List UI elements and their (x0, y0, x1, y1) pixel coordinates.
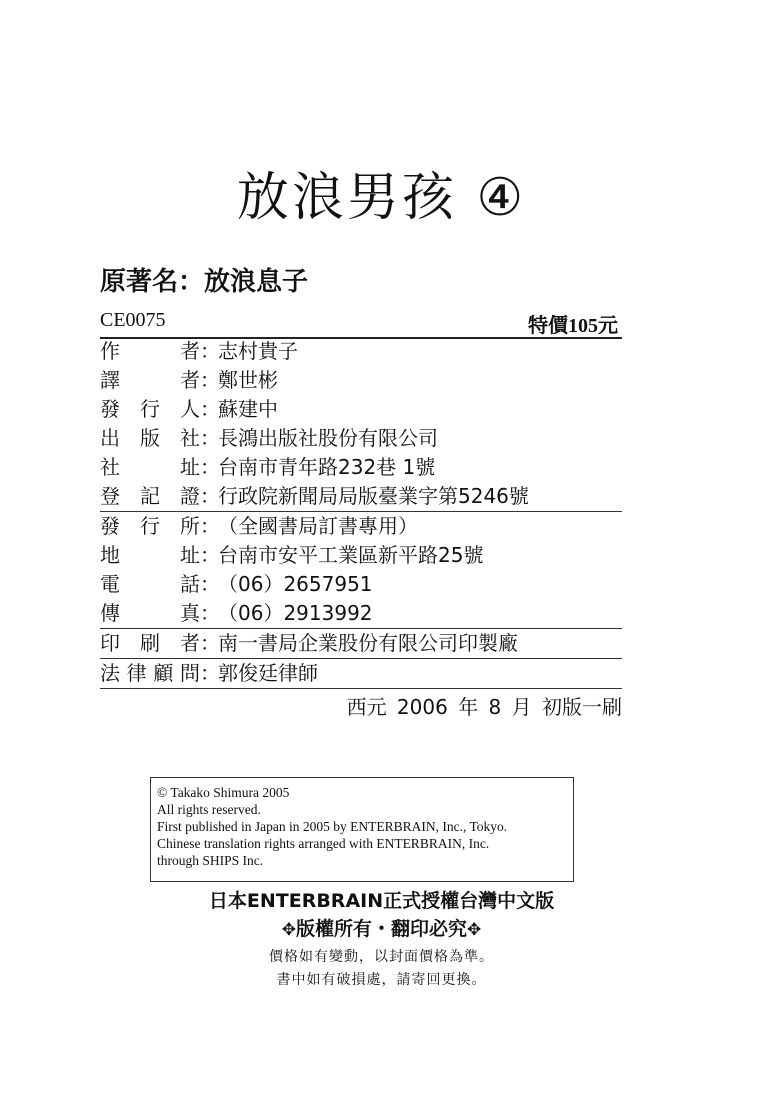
credit-colon: ： (200, 339, 220, 363)
ornament-icon: ✥ (281, 920, 296, 940)
copyright-line: Chinese translation rights arranged with ENTERBRAIN, Inc. (157, 836, 490, 851)
credit-row-publisher-person (100, 395, 622, 424)
credit-row-address (100, 541, 622, 570)
credit-label: 發行所 (100, 514, 200, 538)
copyright-line: All rights reserved. (157, 802, 261, 817)
credit-value: 郭俊廷律師 (218, 661, 318, 685)
price: 特價105元 (528, 315, 618, 337)
code-price-row (100, 307, 622, 339)
authorization-line: 日本ENTERBRAIN正式授權台灣中文版 (208, 890, 555, 912)
credit-row-author (100, 337, 622, 366)
credit-label: 法律顧問 (100, 661, 200, 685)
product-code: CE0075 (100, 309, 166, 331)
credit-label: 地址 (100, 543, 200, 567)
credit-label: 出版社 (100, 426, 200, 450)
credit-value: 南一書局企業股份有限公司印製廠 (218, 631, 518, 655)
credit-value: 行政院新聞局局版臺業字第5246號 (218, 484, 529, 508)
credit-value: 台南市安平工業區新平路25號 (218, 543, 484, 567)
credit-value: 蘇建中 (218, 397, 278, 421)
credit-colon: ： (200, 601, 220, 625)
credit-colon: ： (200, 631, 220, 655)
credit-value: （06）2913992 (218, 601, 373, 625)
credit-label: 作者 (100, 339, 200, 363)
damage-notice: 書中如有破損處，請寄回更換。 (276, 972, 487, 988)
credit-value: （06）2657951 (218, 572, 373, 596)
ornament-icon: ✥ (467, 920, 482, 940)
credit-label: 登記證 (100, 484, 200, 508)
credit-row-office-address (100, 453, 622, 482)
copyright-line: © Takako Shimura 2005 (157, 785, 290, 800)
credit-value: 長鴻出版社股份有限公司 (218, 426, 438, 450)
credit-row-distributor (100, 512, 622, 541)
credit-row-translator (100, 366, 622, 395)
credit-row-publisher (100, 424, 622, 453)
credits-list (100, 337, 622, 689)
credit-colon: ： (200, 514, 220, 538)
credit-value: 鄭世彬 (218, 368, 278, 392)
credit-row-fax (100, 599, 622, 629)
credit-colon: ： (200, 572, 220, 596)
credit-label: 發行人 (100, 397, 200, 421)
credit-value: （全國書局訂書專用） (218, 514, 418, 538)
credit-row-phone (100, 570, 622, 599)
credit-row-printer (100, 629, 622, 659)
rights-reserved: 版權所有・翻印必究 (295, 918, 467, 940)
credit-label: 譯者 (100, 368, 200, 392)
original-title: 原著名：放浪息子 (100, 267, 309, 297)
credit-row-legal (100, 659, 622, 689)
price-notice: 價格如有變動，以封面價格為準。 (269, 949, 494, 965)
book-title: 放浪男孩 ④ (236, 168, 527, 228)
credit-value: 志村貴子 (218, 339, 298, 363)
credit-label: 電話 (100, 572, 200, 596)
credit-label: 印刷者 (100, 631, 200, 655)
credit-row-registration (100, 482, 622, 512)
edition-date: 西元 2006 年 8 月 初版一刷 (346, 695, 622, 719)
credit-label: 傳真 (100, 601, 200, 625)
copyright-box (150, 777, 574, 882)
credit-label: 社址 (100, 455, 200, 479)
credit-colon: ： (200, 368, 220, 392)
copyright-line: through SHIPS Inc. (157, 853, 264, 868)
credit-colon: ： (200, 484, 220, 508)
credit-colon: ： (200, 455, 220, 479)
credit-colon: ： (200, 397, 220, 421)
copyright-line: First published in Japan in 2005 by ENTERBRAIN, Inc., Tokyo. (157, 819, 508, 834)
credit-colon: ： (200, 543, 220, 567)
credit-colon: ： (200, 426, 220, 450)
credit-value: 台南市青年路232巷 1號 (218, 455, 436, 479)
rights-line (0, 916, 763, 943)
credit-colon: ： (200, 661, 220, 685)
